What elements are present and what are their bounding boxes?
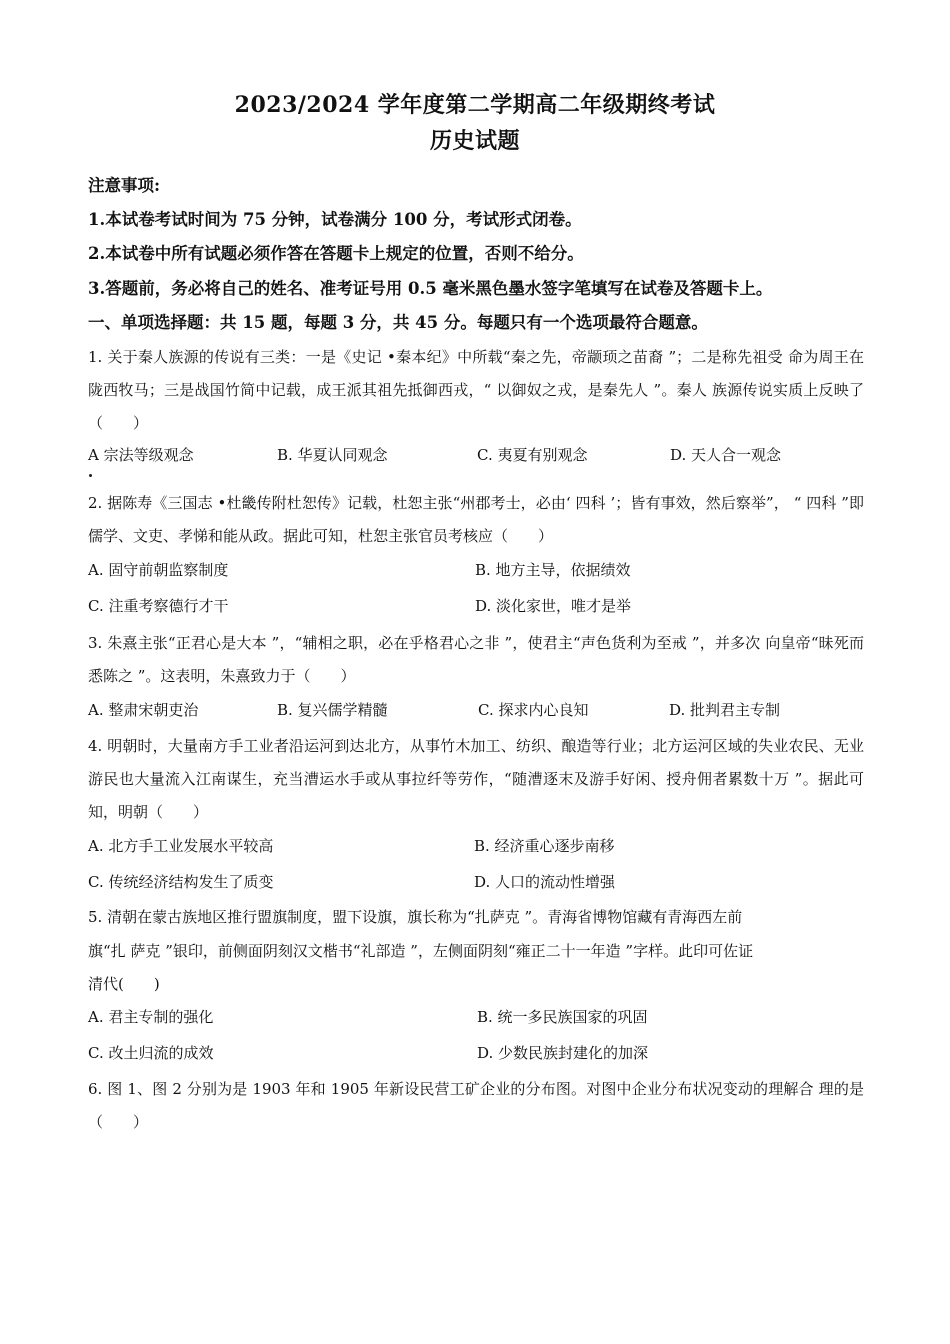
notice-item-1: 1.本试卷考试时间为 75 分钟，试卷满分 100 分，考试形式闭卷。 [88, 210, 582, 229]
question-6-stem: 6. 图 1、图 2 分别为是 1903 年和 1905 年新设民营工矿企业的分布图。对图中企业分布状况变动的理解合 理的是（ ） [88, 1080, 864, 1131]
question-1-stem: 1. 关于秦人族源的传说有三类：一是《史记 •秦本纪》中所载“秦之先，帝颛顼之苗裔 ”；二是称先祖受 命为周王在陇西牧马；三是战国竹简中记载，成王派其祖先抵御西戎，“ 以御奴之戎，是秦先人 ”。秦人 族源传说实质上反映了（ ） [88, 348, 864, 432]
question-4-option-d: D. 人口的流动性增强 [474, 873, 616, 891]
question-3-option-d: D. 批判君主专制 [669, 701, 781, 719]
notice-item-3: 3.答题前，务必将自己的姓名、准考证号用 0.5 毫米黑色墨水签字笔填写在试卷及答题卡上。 [88, 279, 773, 298]
notice-item-2: 2.本试卷中所有试题必须作答在答题卡上规定的位置，否则不给分。 [88, 244, 584, 263]
question-3-option-a: A. 整肃宋朝吏治 [88, 701, 199, 719]
notice-heading: 注意事项: [88, 176, 161, 195]
question-5-stem-line-3: 清代( ) [88, 975, 160, 993]
question-4-option-a: A. 北方手工业发展水平较高 [88, 837, 274, 855]
question-1-option-c: C. 夷夏有别观念 [477, 446, 588, 464]
exam-title: 2023/2024 学年度第二学期高二年级期终考试 [234, 92, 716, 118]
question-1-option-a: A 宗法等级观念 [88, 446, 194, 464]
question-5-option-b: B. 统一多民族国家的巩固 [477, 1008, 648, 1026]
question-5-option-d: D. 少数民族封建化的加深 [477, 1044, 649, 1062]
question-5-stem-line-1: 5. 清朝在蒙古族地区推行盟旗制度，盟下设旗，旗长称为“扎萨克 ”。青海省博物馆藏有青海西左前 [88, 908, 743, 926]
question-3-option-c: C. 探求内心良知 [478, 701, 589, 719]
question-4-option-b: B. 经济重心逐步南移 [474, 837, 615, 855]
question-5-option-a: A. 君主专制的强化 [88, 1008, 214, 1026]
question-1-option-d: D. 天人合一观念 [670, 446, 782, 464]
question-2-option-c: C. 注重考察德行才干 [88, 597, 229, 615]
question-5-option-c: C. 改土归流的成效 [88, 1044, 214, 1062]
question-3-option-b: B. 复兴儒学精髓 [277, 701, 388, 719]
section-heading: 一、单项选择题：共 15 题，每题 3 分，共 45 分。每题只有一个选项最符合题意。 [88, 313, 708, 332]
question-4-stem: 4. 明朝时，大量南方手工业者沿运河到达北方，从事竹木加工、纺织、酿造等行业；北方运河区域的失业农民、无业游民也大量流入江南谋生，充当漕运水手或从事拉纤等劳作，“随漕逐末及游手好闲、授舟佣者累数十万 ”。据此可知，明朝（ ） [88, 737, 864, 821]
question-4-option-c: C. 传统经济结构发生了质变 [88, 873, 274, 891]
question-1-option-b: B. 华夏认同观念 [277, 446, 388, 464]
question-5-stem-line-2: 旗“扎 萨克 ”银印，前侧面阴刻汉文楷书“礼部造 ”，左侧面阴刻“雍正二十一年造 ”字样。此印可佐证 [88, 942, 754, 960]
exam-subtitle: 历史试题 [429, 128, 520, 154]
question-2-option-a: A. 固守前朝监察制度 [88, 561, 229, 579]
question-2-option-d: D. 淡化家世，唯才是举 [475, 597, 632, 615]
question-3-stem: 3. 朱熹主张“正君心是大本 ”，“辅相之职，必在乎格君心之非 ”，使君主“声色货利为至戒 ”，并多次 向皇帝“昧死而悉陈之 ”。这表明，朱熹致力于（ ） [88, 634, 864, 685]
question-2-option-b: B. 地方主导，依据绩效 [475, 561, 631, 579]
ink-dot [89, 474, 92, 477]
question-2-stem: 2. 据陈寿《三国志 •杜畿传附杜恕传》记载，杜恕主张“州郡考士，必由‘ 四科 ’；皆有事效，然后察举”， “ 四科 ”即儒学、文吏、孝悌和能从政。据此可知，杜恕主张官员考核应（ ） [88, 494, 864, 545]
